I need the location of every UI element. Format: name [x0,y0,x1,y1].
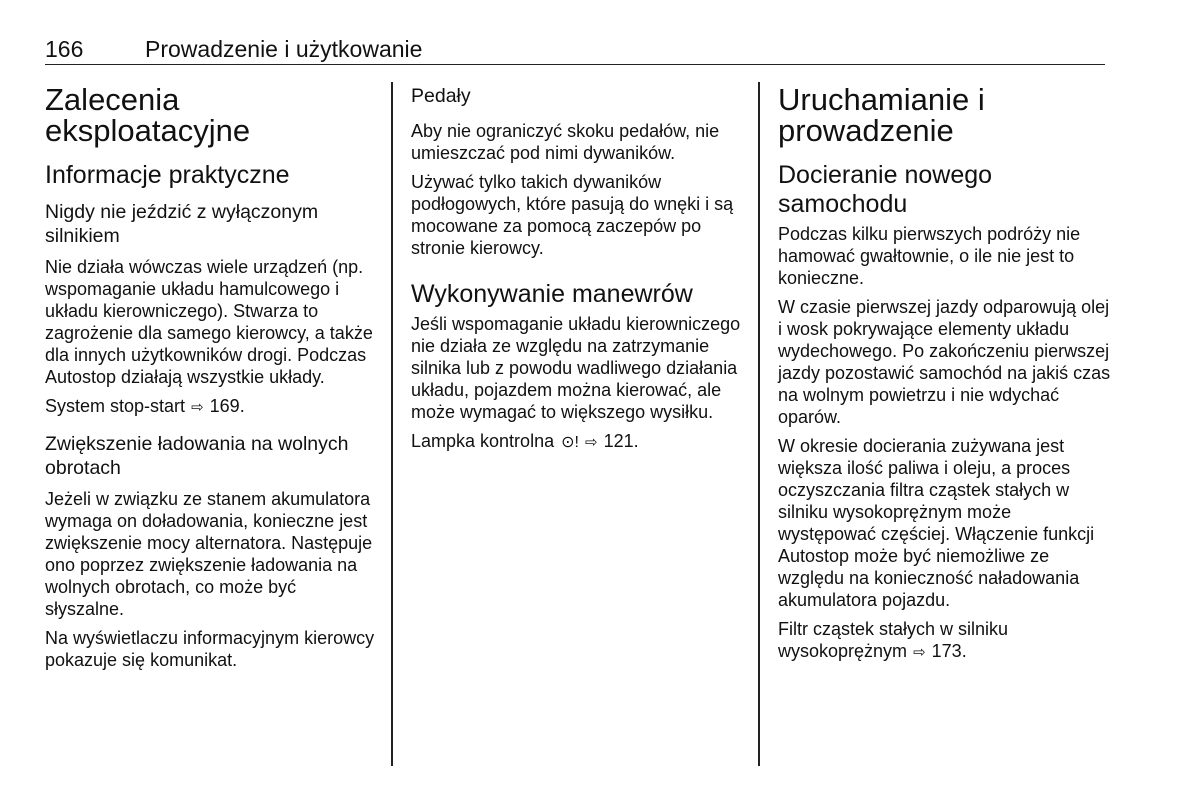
column-middle [411,84,751,461]
section-heading: Wykonywanie manewrów [411,280,693,308]
paragraph: Jeśli wspomaganie układu kierowniczego nie działa ze względu na zatrzymanie silnika lub z powodu wadliwego działania układu, pojazdem można kierować, ale może wymagać to większego wysiłku. [411,314,741,422]
paragraph: Aby nie ograniczyć skoku pedałów, nie umieszczać pod nimi dywaników. [411,121,720,163]
paragraph: Używać tylko takich dywaników podłogowych, które pasują do wnęki i są mocowane za pomocą zaczepów po stronie kierowcy. [411,172,734,258]
warning-lamp-icon: ⊙! [561,434,579,451]
page-reference-arrow-icon: ⇨ [913,644,926,661]
page-reference[interactable]: 173. [931,641,967,661]
column-divider [391,82,393,766]
subheading: Nigdy nie jeździć z wyłączonym silnikiem [45,201,319,247]
subheading: Pedały [411,85,471,107]
paragraph: Jeżeli w związku ze stanem akumulatora wymaga on doładowania, konieczne jest zwiększenie mocy alternatora. Następuje ono poprzez zwiększenie ładowania na wolnych obrotach, co może być słyszalne. [45,489,373,619]
reference-text: Lampka kontrolna [411,431,555,451]
paragraph: Na wyświetlaczu informacyjnym kierowcy pokazuje się komunikat. [45,628,375,670]
page-header [45,36,1105,65]
paragraph: W czasie pierwszej jazdy odparowują olej i wosk pokrywające elementy układu wydechowego. Po zakończeniu pierwszej jazdy pozostawić samochód na jakiś czas na wolnym powietrzu i nie wdychać oparów. [778,297,1111,427]
cross-reference[interactable] [411,430,751,454]
column-right [778,84,1113,671]
page-reference-arrow-icon: ⇨ [584,434,598,451]
paragraph: Podczas kilku pierwszych podróży nie hamować gwałtownie, o ile nie jest to konieczne. [778,224,1081,288]
column-left [45,84,380,678]
page-reference-arrow-icon: ⇨ [191,399,204,416]
section-heading: Docieranie nowego samochodu [778,161,993,218]
reference-text: Filtr cząstek stałych w silniku wysokoprężnym [778,619,1009,661]
cross-reference[interactable] [45,395,380,419]
paragraph: W okresie docierania zużywana jest większa ilość paliwa i oleju, a proces oczyszczania filtra cząstek stałych w silniku wysokoprężnym może występować częściej. Włączenie funkcji Autostop może być niemożliwe ze względu na konieczność naładowania akumulatora pojazdu. [778,436,1095,610]
column-divider [758,82,760,766]
section-heading: Informacje praktyczne [45,161,290,189]
section-title: Prowadzenie i użytkowanie [145,36,423,62]
page-reference[interactable]: 169. [209,396,245,416]
page-reference[interactable]: 121. [603,431,639,451]
subheading: Zwiększenie ładowania na wolnych obrotach [45,433,349,479]
page-number: 166 [45,36,84,62]
paragraph: Nie działa wówczas wiele urządzeń (np. wspomaganie układu hamulcowego i układu kierowniczego). Stwarza to zagrożenie dla samego kierowcy, a także dla innych użytkowników drogi. Podczas Autostop działają wszystkie układy. [45,257,373,387]
cross-reference[interactable] [778,618,1113,664]
chapter-heading: Zalecenia eksploatacyjne [45,82,251,148]
reference-text: System stop-start [45,396,186,416]
chapter-heading: Uruchamianie i prowadzenie [778,82,985,148]
